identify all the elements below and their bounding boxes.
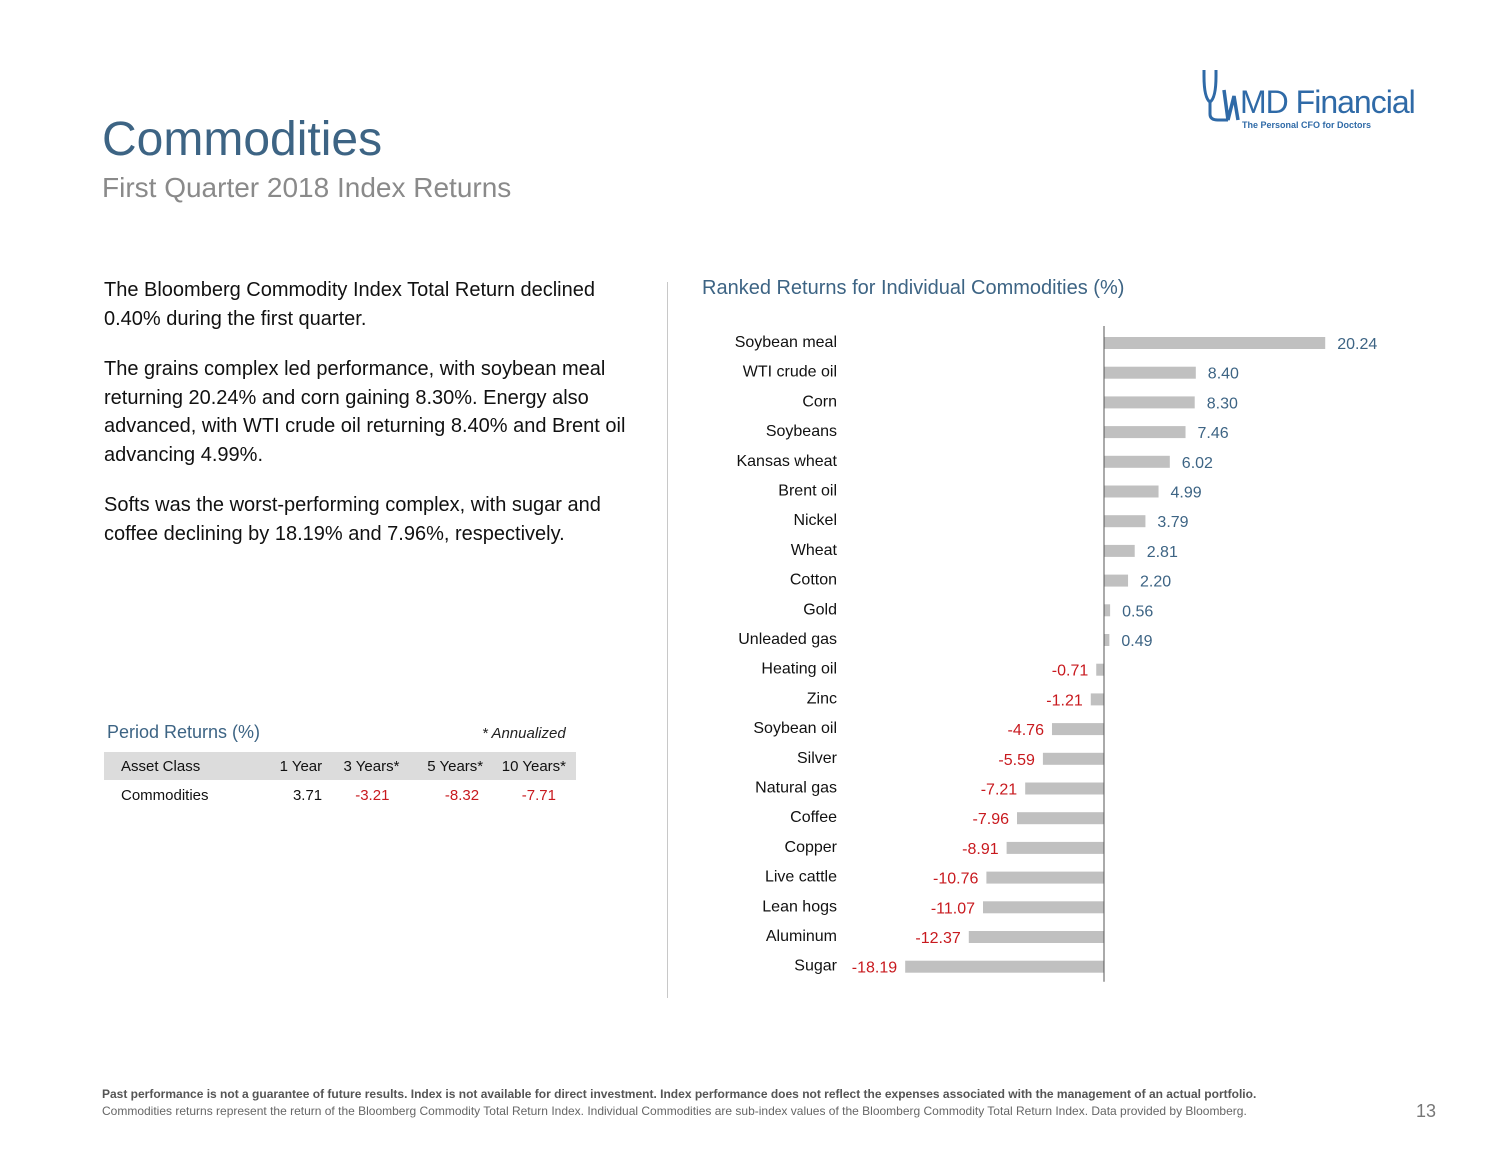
chart-data-label: 8.30 (1206, 395, 1238, 413)
footer-disclaimer: Past performance is not a guarantee of future results. Index is not available for direct investment. Index performance does not reflect the expenses associated with the management of an actual portfolio. (102, 1087, 1257, 1101)
chart-data-label: -7.96 (972, 811, 1009, 829)
chart-bar (1007, 842, 1104, 854)
chart-data-label: 2.81 (1146, 543, 1178, 561)
chart-category-label: Natural gas (755, 779, 837, 797)
chart-category-label: Coffee (790, 809, 837, 827)
chart-bar (1043, 753, 1104, 765)
table-cell: -7.71 (521, 786, 556, 804)
logo-tagline: The Personal CFO for Doctors (1242, 120, 1372, 130)
table-cell: -3.21 (355, 786, 390, 804)
chart-data-label: 3.79 (1157, 514, 1189, 532)
table-header-cell: 3 Years* (322, 752, 399, 780)
chart-category-label: Silver (796, 749, 837, 767)
chart-bar (986, 872, 1104, 884)
page-subtitle: First Quarter 2018 Index Returns (102, 172, 512, 203)
chart-category-label: Wheat (790, 541, 837, 559)
chart-category-label: Copper (784, 838, 837, 856)
chart-data-label: -7.21 (980, 781, 1018, 799)
chart-category-label: Soybean meal (734, 334, 837, 351)
chart-bar (1017, 812, 1104, 824)
chart-bar (983, 901, 1104, 913)
page-title: Commodities (102, 113, 383, 166)
chart-category-label: Sugar (794, 957, 837, 975)
chart-category-label: Lean hogs (762, 898, 837, 916)
table-cell: 3.71 (292, 786, 323, 804)
chart-data-label: 4.99 (1170, 484, 1202, 502)
chart-category-label: Cotton (789, 571, 837, 589)
table-header-cell: 10 Years* (483, 752, 576, 780)
period-returns-table (104, 752, 576, 810)
commentary-paragraph-2: The grains complex led performance, with soybean meal returning 20.24% and corn gaining 8.30%. Energy also advanced, with WTI crude oil returning 8.40% and Brent oil advancing 4.99%. (104, 358, 626, 466)
page-number: 13 (1416, 1101, 1437, 1121)
chart-data-label: 0.49 (1121, 633, 1153, 650)
chart-data-label: 2.20 (1140, 573, 1172, 591)
chart-data-label: -0.71 (1051, 662, 1089, 680)
chart-bar (1104, 456, 1170, 468)
chart-category-label: Corn (802, 393, 837, 411)
chart-data-label: -18.19 (851, 959, 898, 977)
chart-category-label: Soybean oil (753, 720, 837, 738)
chart-bar (1104, 575, 1128, 587)
chart-bar (1104, 604, 1110, 616)
chart-bar (1104, 634, 1109, 646)
chart-category-label: Zinc (806, 690, 837, 708)
chart-data-label: -1.21 (1046, 692, 1083, 710)
table-cell: -8.32 (444, 786, 480, 804)
chart-category-label: Kansas wheat (736, 452, 837, 470)
footer-source: Commodities returns represent the return of the Bloomberg Commodity Total Return Index. Individual Commodities are sub-index values of the Bloomberg Commodity Total Return Index. Data provided by Bloomberg. (102, 1104, 1247, 1118)
chart-data-label: 0.56 (1122, 603, 1154, 621)
chart-category-label: Live cattle (764, 868, 837, 886)
chart-category-label: Brent oil (778, 482, 837, 500)
table-header-cell: 1 Year (246, 752, 322, 780)
chart-data-label: 8.40 (1207, 365, 1239, 383)
chart-category-label: Gold (803, 601, 837, 619)
chart-bar (1104, 426, 1186, 438)
logo-wordmark: MD Financial (1240, 84, 1415, 120)
chart-category-label: Aluminum (765, 928, 837, 945)
chart-data-label: -8.91 (962, 840, 999, 858)
chart-category-label: WTI crude oil (742, 363, 837, 381)
chart-data-label: 20.24 (1337, 336, 1378, 353)
chart-data-label: -11.07 (930, 900, 976, 918)
chart-bar (1052, 723, 1104, 735)
chart-data-label: -12.37 (915, 930, 961, 947)
table-header-cell: Asset Class (104, 752, 246, 780)
table-row (104, 780, 576, 810)
chart-bar (1091, 693, 1104, 705)
table-header-row (104, 752, 576, 780)
chart-category-label: Nickel (793, 512, 837, 530)
column-divider (667, 282, 668, 998)
chart-bar (1025, 783, 1104, 795)
chart-bar (905, 961, 1104, 973)
chart-data-label: 7.46 (1197, 425, 1229, 443)
commentary-paragraph-1: The Bloomberg Commodity Index Total Return declined 0.40% during the first quarter. (104, 279, 595, 330)
chart-category-label: Soybeans (765, 423, 837, 441)
chart-bar (1104, 337, 1325, 349)
table-header-cell: 5 Years* (399, 752, 483, 780)
chart-data-label: 6.02 (1181, 454, 1213, 472)
chart-bar (1104, 545, 1135, 557)
commentary-paragraph-3: Softs was the worst-performing complex, with sugar and coffee declining by 18.19% and 7.96%, respectively. (104, 494, 601, 545)
annualized-note: * Annualized (482, 725, 566, 742)
chart-bar (1096, 664, 1104, 676)
chart-title: Ranked Returns for Individual Commodities (%) (702, 277, 1125, 299)
period-returns-title: Period Returns (%) (107, 722, 261, 742)
chart-data-label: -4.76 (1007, 722, 1044, 740)
chart-data-label: -10.76 (933, 870, 979, 888)
chart-bar (1104, 486, 1159, 498)
chart-bar (969, 931, 1104, 943)
ranked-returns-chart (690, 320, 1410, 990)
chart-category-label: Heating oil (761, 660, 837, 678)
chart-data-label: -5.59 (998, 751, 1035, 769)
chart-category-label: Unleaded gas (738, 631, 837, 648)
table-cell: Commodities (121, 786, 209, 804)
chart-bar (1104, 515, 1145, 527)
chart-bar (1104, 367, 1196, 379)
chart-bar (1104, 396, 1195, 408)
